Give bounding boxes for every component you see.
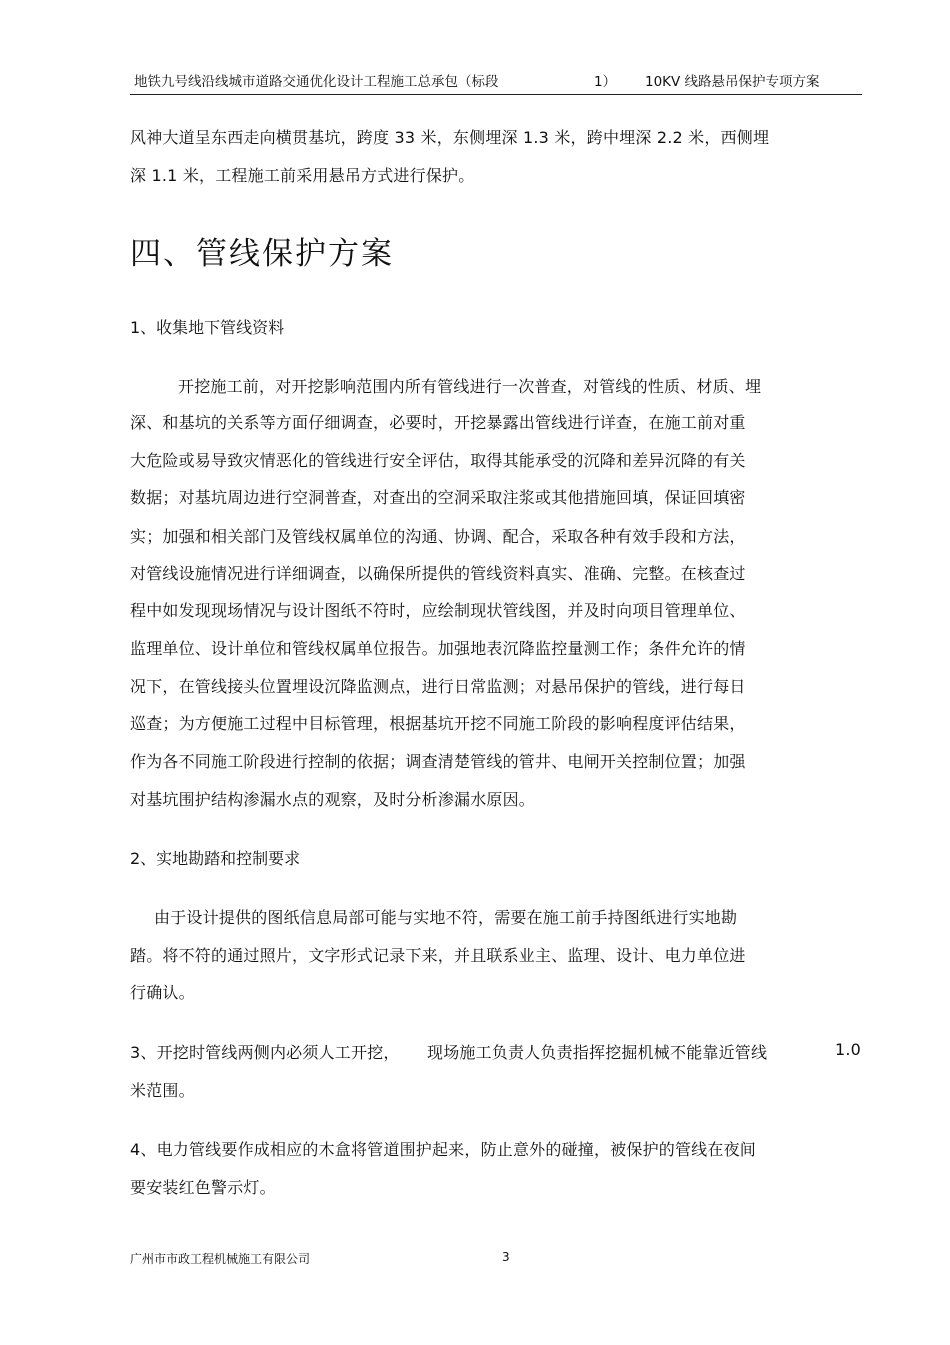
intro-line-1: 风神大道呈东西走向横贯基坑，跨度 33 米，东侧埋深 1.3 米，跨中埋深 2.2 米，西侧埋 xyxy=(130,128,770,147)
header-section-number: 1） xyxy=(594,74,617,90)
s1-line-7: 程中如发现现场情况与设计图纸不符时，应绘制现状管线图，并及时向项目管理单位、 xyxy=(130,601,746,620)
s2-line-1: 由于设计提供的图纸信息局部可能与实地不符，需要在施工前手持图纸进行实地勘 xyxy=(154,908,738,927)
s1-line-5: 实；加强和相关部门及管线权属单位的沟通、协调、配合，采取各种有效手段和方法， xyxy=(130,527,746,546)
footer-company: 广州市市政工程机械施工有限公司 xyxy=(130,1252,311,1266)
footer-page-number: 3 xyxy=(502,1250,510,1264)
s2-line-3: 行确认。 xyxy=(130,983,195,1002)
s1-line-11: 作为各不同施工阶段进行控制的依据；调查清楚管线的管井、电闸开关控制位置；加强 xyxy=(130,752,746,771)
header-right-title: 10KV 线路悬吊保护专项方案 xyxy=(645,74,820,90)
s1-line-6: 对管线设施情况进行详细调查，以确保所提供的管线资料真实、准确、完整。在核查过 xyxy=(130,564,746,583)
subsection-1-title: 1、收集地下管线资料 xyxy=(130,318,285,337)
s1-line-1: 开挖施工前，对开挖影响范围内所有管线进行一次普查，对管线的性质、材质、埋 xyxy=(178,377,762,396)
s3-line-1-part-a: 3、开挖时管线两侧内必须人工开挖， xyxy=(130,1043,400,1062)
s4-line-2: 要安装红色警示灯。 xyxy=(130,1178,276,1197)
s1-line-10: 巡查；为方便施工过程中目标管理，根据基坑开挖不同施工阶段的影响程度评估结果， xyxy=(130,714,746,733)
page-header xyxy=(130,68,862,95)
s1-line-3: 大危险或易导致灾情恶化的管线进行安全评估，取得其能承受的沉降和差异沉降的有关 xyxy=(130,451,746,470)
s3-line-1-part-c: 1.0 xyxy=(835,1040,862,1059)
s4-line-1: 4、电力管线要作成相应的木盒将管道围护起来，防止意外的碰撞，被保护的管线在夜间 xyxy=(130,1140,756,1159)
s1-line-12: 对基坑围护结构渗漏水点的观察，及时分析渗漏水原因。 xyxy=(130,790,536,809)
s1-line-9: 况下，在管线接头位置埋设沉降监测点，进行日常监测；对悬吊保护的管线，进行每日 xyxy=(130,677,746,696)
s2-line-2: 踏。将不符的通过照片，文字形式记录下来，并且联系业主、监理、设计、电力单位进 xyxy=(130,946,746,965)
s3-line-1-part-b: 现场施工负责人负责指挥挖掘机械不能靠近管线 xyxy=(427,1043,768,1062)
subsection-2-title: 2、实地勘踏和控制要求 xyxy=(130,849,301,868)
s1-line-2: 深、和基坑的关系等方面仔细调查，必要时，开挖暴露出管线进行详查，在施工前对重 xyxy=(130,413,746,432)
intro-line-2: 深 1.1 米，工程施工前采用悬吊方式进行保护。 xyxy=(130,166,475,185)
s1-line-8: 监理单位、设计单位和管线权属单位报告。加强地表沉降监控量测工作；条件允许的情 xyxy=(130,639,746,658)
s3-line-2: 米范围。 xyxy=(130,1081,195,1100)
section-heading: 四、管线保护方案 xyxy=(130,236,394,272)
s1-line-4: 数据；对基坑周边进行空洞普查，对查出的空洞采取注浆或其他措施回填，保证回填密 xyxy=(130,488,746,507)
header-left-title: 地铁九号线沿线城市道路交通优化设计工程施工总承包（标段 xyxy=(134,74,499,90)
